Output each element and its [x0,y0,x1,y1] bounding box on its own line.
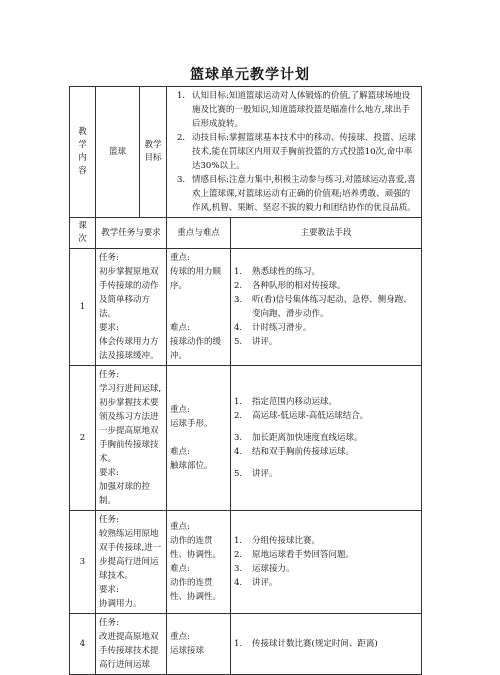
lesson-row [70,614,422,675]
method-item: 4. 结和双手胸前传接球运球。 [234,447,355,457]
method-item: 2. 原地运球看手势回答问题。 [234,550,355,560]
lesson-number: 3 [70,511,96,614]
lesson-methods [231,366,422,511]
lesson-points: 重点: 传球的用力顺序。 难点: 接球动作的缓冲。 [167,249,231,366]
lesson-row [70,366,422,511]
lesson-tasks: 任务: 初步掌握原地双手传接球的动作及简单移动方法。 要求: 体会传球用力方法及接球缓冲。 [96,249,167,366]
content-label: 教 学 内 容 [70,87,96,218]
goals-cell [167,87,422,218]
lesson-points: 重点: 动作的连贯性、协调性。 难点: 动作的连贯性、协调性。 [167,511,231,614]
document-title: 篮球单元教学计划 [190,67,310,83]
lesson-tasks: 任务: 学习行进间运球,初步掌握技术要领及练习方法进一步提高原地双手胸前传接球技术。 要求: 加强对球的控制。 [96,366,167,511]
subject-cell: 篮球 [96,87,140,218]
method-item: 3. 听(看)信号集体练习起动、急停、侧身跑、变向跑、滑步动作。 [234,295,412,319]
lesson-points: 重点: 运球手形。 难点: 触球部位。 [167,366,231,511]
method-item: 1. 分组传接球比赛。 [234,536,321,546]
header-row [70,218,422,249]
method-item: 3. 加长距离加快速度直线运球。 [234,433,363,443]
lesson-row [70,511,422,614]
method-item: 4. 计时练习滑步。 [234,323,312,333]
method-item: 2. 各种队形的相对传接球。 [234,281,346,291]
method-item: 1. 传接球计数比赛(规定时间、距离) [234,639,378,649]
header-points: 重点与难点 [167,218,231,249]
goal-item: 1. 认知目标:知道篮球运动对人体锻炼的价值,了解篮球场地设施及比赛的一般知识,知道篮球投篮是瞄准什么地方,球出手后形成旋转。 [176,91,411,129]
lesson-number: 4 [70,614,96,675]
header-tasks: 教学任务与要求 [96,218,167,249]
header-methods: 主要教法手段 [231,218,422,249]
goals-row [70,87,422,218]
method-item: 2. 高运球-低运球-高低运球结合。 [234,411,369,421]
lesson-tasks: 任务: 改进提高原地双手传接球技术提高行进间运球 [96,614,167,675]
lesson-methods [231,249,422,366]
lesson-number: 1 [70,249,96,366]
method-item: 1. 熟悉球性的练习。 [234,267,321,277]
method-item: 1. 指定范围内移动运球。 [234,397,338,407]
plan-table [69,86,422,675]
lesson-methods [231,614,422,675]
goal-item: 3. 情感目标:注意力集中,积极主动参与练习,对篮球运动喜爱,喜欢上篮球课,对篮球运动有正确的价值观;培养勇敢、顽强的作风,机智、果断、坚忍不拔的毅力和团结协作的优良品质。 [176,175,416,213]
method-item: 5. 讲评。 [234,469,278,479]
lesson-number: 2 [70,366,96,511]
lesson-methods [231,511,422,614]
goals-label: 教学 目标 [140,87,167,218]
lesson-points: 重点: 运球接球 [167,614,231,675]
method-item: 5. 讲评。 [234,337,278,347]
lesson-tasks: 任务: 较熟练运用原地双手传接球,进一步提高行进间运球技术。 要求: 协调用力。 [96,511,167,614]
lesson-row [70,249,422,366]
method-item: 3. 运球接力。 [234,564,295,574]
goal-item: 2. 动技目标:掌握篮球基本技术中的移动、传接球、投篮、运球技术,能在罚球区内用双手胸前投篮的方式投篮10次,命中率达30%以上。 [176,133,416,171]
method-item: 4. 讲评。 [234,578,278,588]
header-lesson: 课 次 [70,218,96,249]
